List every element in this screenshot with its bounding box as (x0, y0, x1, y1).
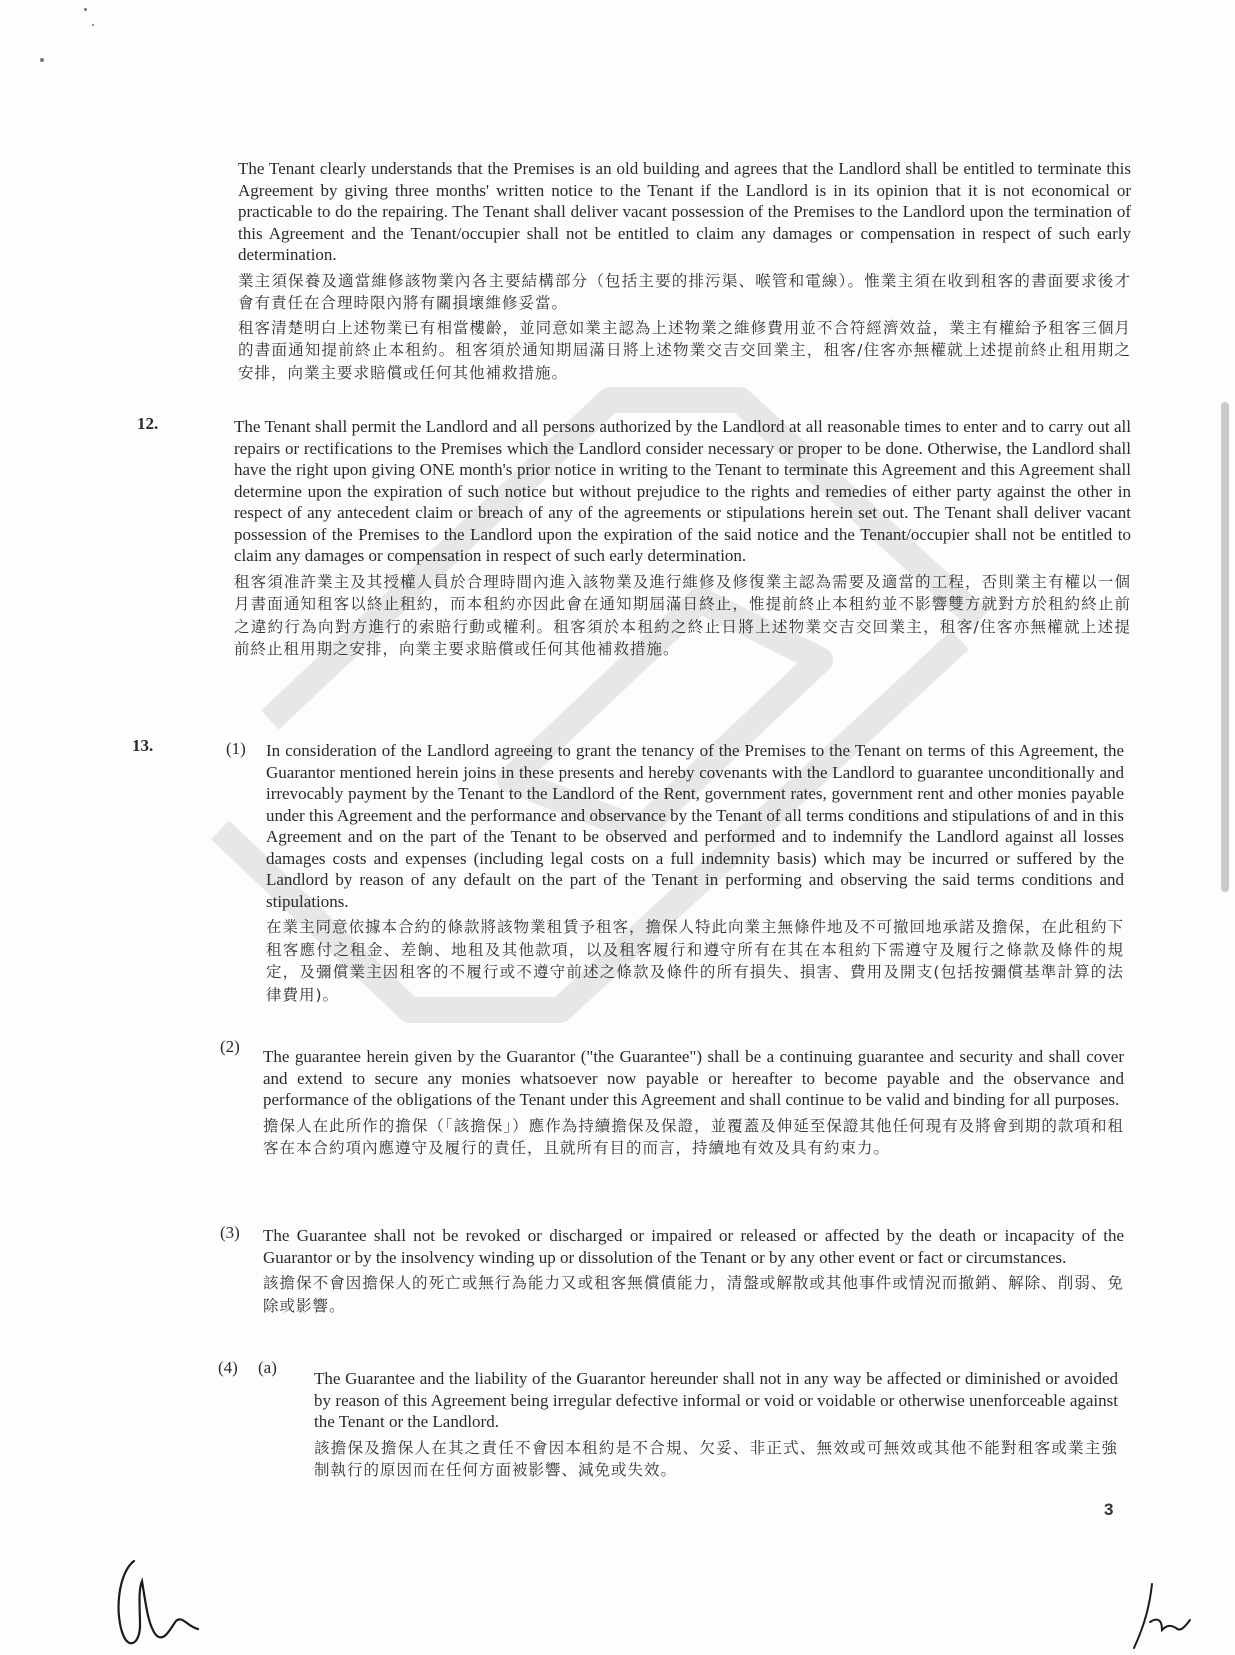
clause-13-1-english-text: In consideration of the Landlord agreeing to grant the tenancy of the Premises to the Tenant on terms of this Agreement, the Guarantor mentioned herein joins in these presents and hereby covenants with the Landlord to guarantee unconditionally and irrevocably payment by the Tenant to the Landlord of the Rent, government rates, government rent and other monies payable under this Agreement and the performance and observance by the Tenant of all terms conditions and stipulations of and in this Agreement and on the part of the Tenant to be observed and performed and to indemnify the Landlord against all losses damages costs and expenses (including legal costs on a full indemnity basis) which may be incurred or suffered by the Landlord by reason of any default on the part of the Tenant in performing and observing the said terms conditions and stipulations. (266, 741, 1124, 911)
clause-13-4-a-english-text: The Guarantee and the liability of the Guarantor hereunder shall not in any way be affected or diminished or avoided by reason of this Agreement being irregular defective informal or void or voidable or otherwise unenforceable against the Tenant or the Landlord. (314, 1369, 1118, 1431)
clause-13-number: 13. (132, 736, 154, 755)
clause-13-4-a-body (314, 1368, 1118, 1482)
page-number: 3 (1104, 1500, 1114, 1519)
clause-13-1-body (266, 740, 1124, 1006)
clause-11-english-text: The Tenant clearly understands that the Premises is an old building and agrees that the Landlord shall be entitled to terminate this Agreement by giving three months' written notice to the Tenant if the Landlord is in its opinion that it is not economical or practicable to do the repairing. The Tenant shall deliver vacant possession of the Premises to the Landlord upon the termination of this Agreement and the Tenant/occupier shall not be entitled to claim any damages or compensation in respect of such early determination. (238, 159, 1131, 264)
clause-13-2-body (263, 1046, 1124, 1160)
handwritten-signature-right (1120, 1578, 1200, 1655)
clause-11-chinese-text-1: 業主須保養及適當維修該物業內各主要結構部分（包括主要的排污渠、喉管和電線）。惟業主須在收到租客的書面要求後才會有責任在合理時限內將有關損壞維修妥當。 (238, 271, 1131, 312)
clause-12-english-text: The Tenant shall permit the Landlord and all persons authorized by the Landlord at all reasonable times to enter and to carry out all repairs or rectifications to the Premises which the Landlord consider necessary or proper to be done. Otherwise, the Landlord shall have the right upon giving ONE month's prior notice in writing to the Tenant to terminate this Agreement and this Agreement shall determine upon the expiration of such notice but without prejudice to the rights and remedies of either party against the other in respect of any antecedent claim or breach of any of the agreements or stipulations herein set out. The Tenant shall deliver vacant possession of the Premises to the Landlord upon the expiration of the said notice and the Tenant/occupier shall not be entitled to claim any damages or compensation in respect of such early determination. (234, 417, 1131, 565)
clause-13-3-body (263, 1225, 1124, 1317)
clause-13-1-chinese-text: 在業主同意依據本合約的條款將該物業租賃予租客，擔保人特此向業主無條件地及不可撤回地承諾及擔保，在此租約下租客應付之租金、差餉、地租及其他款項，以及租客履行和遵守所有在其在本租約下需遵守及履行之條款及條件的規定，及彌償業主因租客的不履行或不遵守前述之條款及條件的所有損失、損害、費用及開支(包括按彌償基準計算的法律費用)。 (266, 918, 1125, 1004)
handwritten-signature-left (110, 1555, 220, 1650)
clause-12-chinese-text: 租客須准許業主及其授權人員於合理時間內進入該物業及進行維修及修復業主認為需要及適當的工程，否則業主有權以一個月書面通知租客以終止租約，而本租約亦因此會在通知期屆滿日終止，惟提前終止本租約並不影響雙方就對方於租約終止前之違約行為向對方進行的索賠行動或權利。租客須於本租約之終止日將上述物業交吉交回業主，租客/住客亦無權就上述提前終止租用期之安排，向業主要求賠償或任何其他補救措施。 (234, 572, 1131, 658)
clause-13-3-label: (3) (220, 1223, 240, 1242)
clause-12-body (234, 416, 1131, 661)
clause-13-1-label: (1) (226, 739, 246, 758)
clause-13-3-english-text: The Guarantee shall not be revoked or discharged or impaired or released or affected by the death or incapacity of the Guarantor or by the insolvency winding up or dissolution of the Tenant or by any other event or fact or circumstances. (263, 1226, 1124, 1267)
clause-13-4-label: (4) (218, 1358, 238, 1377)
clause-13-2-label: (2) (220, 1037, 240, 1056)
scrollbar-thumb[interactable] (1221, 402, 1229, 892)
clause-13-2-chinese-text: 擔保人在此所作的擔保（「該擔保」）應作為持續擔保及保證，並覆蓋及伸延至保證其他任何現有及將會到期的款項和租客在本合約項內應遵守及履行的責任，且就所有目的而言，持續地有效及具有約束力。 (263, 1116, 1124, 1157)
clause-13-2-english-text: The guarantee herein given by the Guarantor ("the Guarantee") shall be a continuing guarantee and security and shall cover and extend to secure any monies whatsoever now payable or hereafter to become payable and the observance and performance of the obligations of the Tenant under this Agreement and shall continue to be valid and binding for all purposes. (263, 1047, 1124, 1109)
clause-13-4-a-label: (a) (258, 1358, 277, 1377)
clause-13-4-a-chinese-text: 該擔保及擔保人在其之責任不會因本租約是不合規、欠妥、非正式、無效或可無效或其他不能對租客或業主強制執行的原因而在任何方面被影響、減免或失效。 (314, 1438, 1118, 1479)
clause-12-number: 12. (137, 414, 159, 433)
clause-13-3-chinese-text: 該擔保不會因擔保人的死亡或無行為能力又或租客無償債能力，清盤或解散或其他事件或情況而撤銷、解除、削弱、免除或影響。 (263, 1274, 1124, 1315)
clause-11-chinese-text-2: 租客清楚明白上述物業已有相當樓齡，並同意如業主認為上述物業之維修費用並不合符經濟效益，業主有權給予租客三個月的書面通知提前終止本租約。租客須於通知期屆滿日將上述物業交吉交回業主，租客/住客亦無權就上述提前終止租用期之安排，向業主要求賠償或任何其他補救措施。 (238, 318, 1131, 382)
clause-11-continuation (238, 158, 1131, 384)
